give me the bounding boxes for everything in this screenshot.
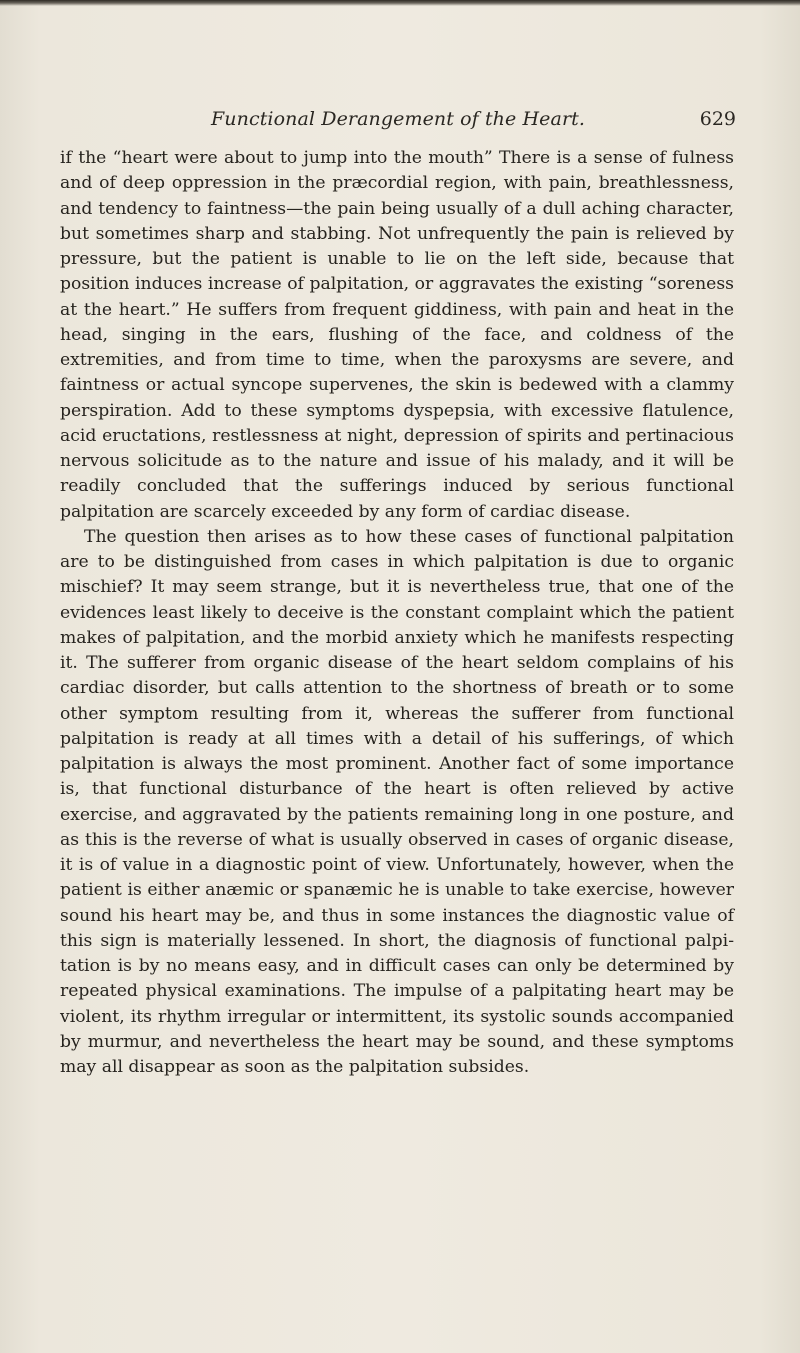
page-header (60, 108, 736, 136)
page-number: 629 (699, 108, 736, 130)
paragraph-2: The question then arises as to how these cases of functional palpitation are to be distinguished from cases in which palpitation is due to organic mischief? It may seem strange, but it is nevertheless true, that one of the evidences least likely to deceive is the constant complaint which the patient makes of palpitation, and the morbid anxiety which he manifests respecting it. The sufferer from organic disease of the heart seldom complains of his cardiac disorder, but calls attention to the shortness of breath or to some other symptom resulting from it, whereas the sufferer from functional palpitation is ready at all times with a detail of his sufferings, of which palpitation is always the most prominent. Another fact of some importance is, that functional disturbance of the heart is often relieved by active exercise, and aggravated by the patients remaining long in one posture, and as this is the reverse of what is usually observed in cases of organic disease, it is of value in a diagnostic point of view. Unfortunately, however, when the patient is either anæmic or spanæmic he is unable to take exercise, however sound his heart may be, and thus in some instances the diagnostic value of this sign is materially lessened. In short, the diagnosis of functional palpitation is by no means easy, and in difficult cases can only be determined by repeated physical examinations. The impulse of a palpitating heart may be violent, its rhythm irregular or intermittent, its systolic sounds accompanied by murmur, and nevertheless the heart may be sound, and these symptoms may all disappear as soon as the palpitation subsides. (60, 526, 734, 1077)
page-edge-shadow (0, 0, 800, 6)
paragraph-1: if the “heart were about to jump into the mouth” There is a sense of fulness and of deep oppression in the præcordial region, with pain, breathlessness, and tendency to faintness—the pain being usually of a dull aching character, but sometimes sharp and stabbing. Not unfrequently the pain is relieved by pressure, but the patient is unable to lie on the left side, because that position induces increase of palpitation, or aggravates the existing “soreness at the heart.” He suffers from frequent giddiness, with pain and heat in the head, singing in the ears, flushing of the face, and coldness of the extremities, and from time to time, when the paroxysms are severe, and faintness or actual syncope supervenes, the skin is bedewed with a clammy perspiration. Add to these symptoms dyspepsia, with excessive flatulence, acid eructations, restlessness at night, depression of spirits and pertinacious nervous solicitude as to the nature and issue of his malady, and it will be readily concluded that the sufferings induced by serious functional palpitation are scarcely exceeded by any form of cardiac disease. (60, 148, 734, 522)
running-title: Functional Derangement of the Heart. (211, 108, 585, 130)
body-text (60, 146, 734, 1080)
